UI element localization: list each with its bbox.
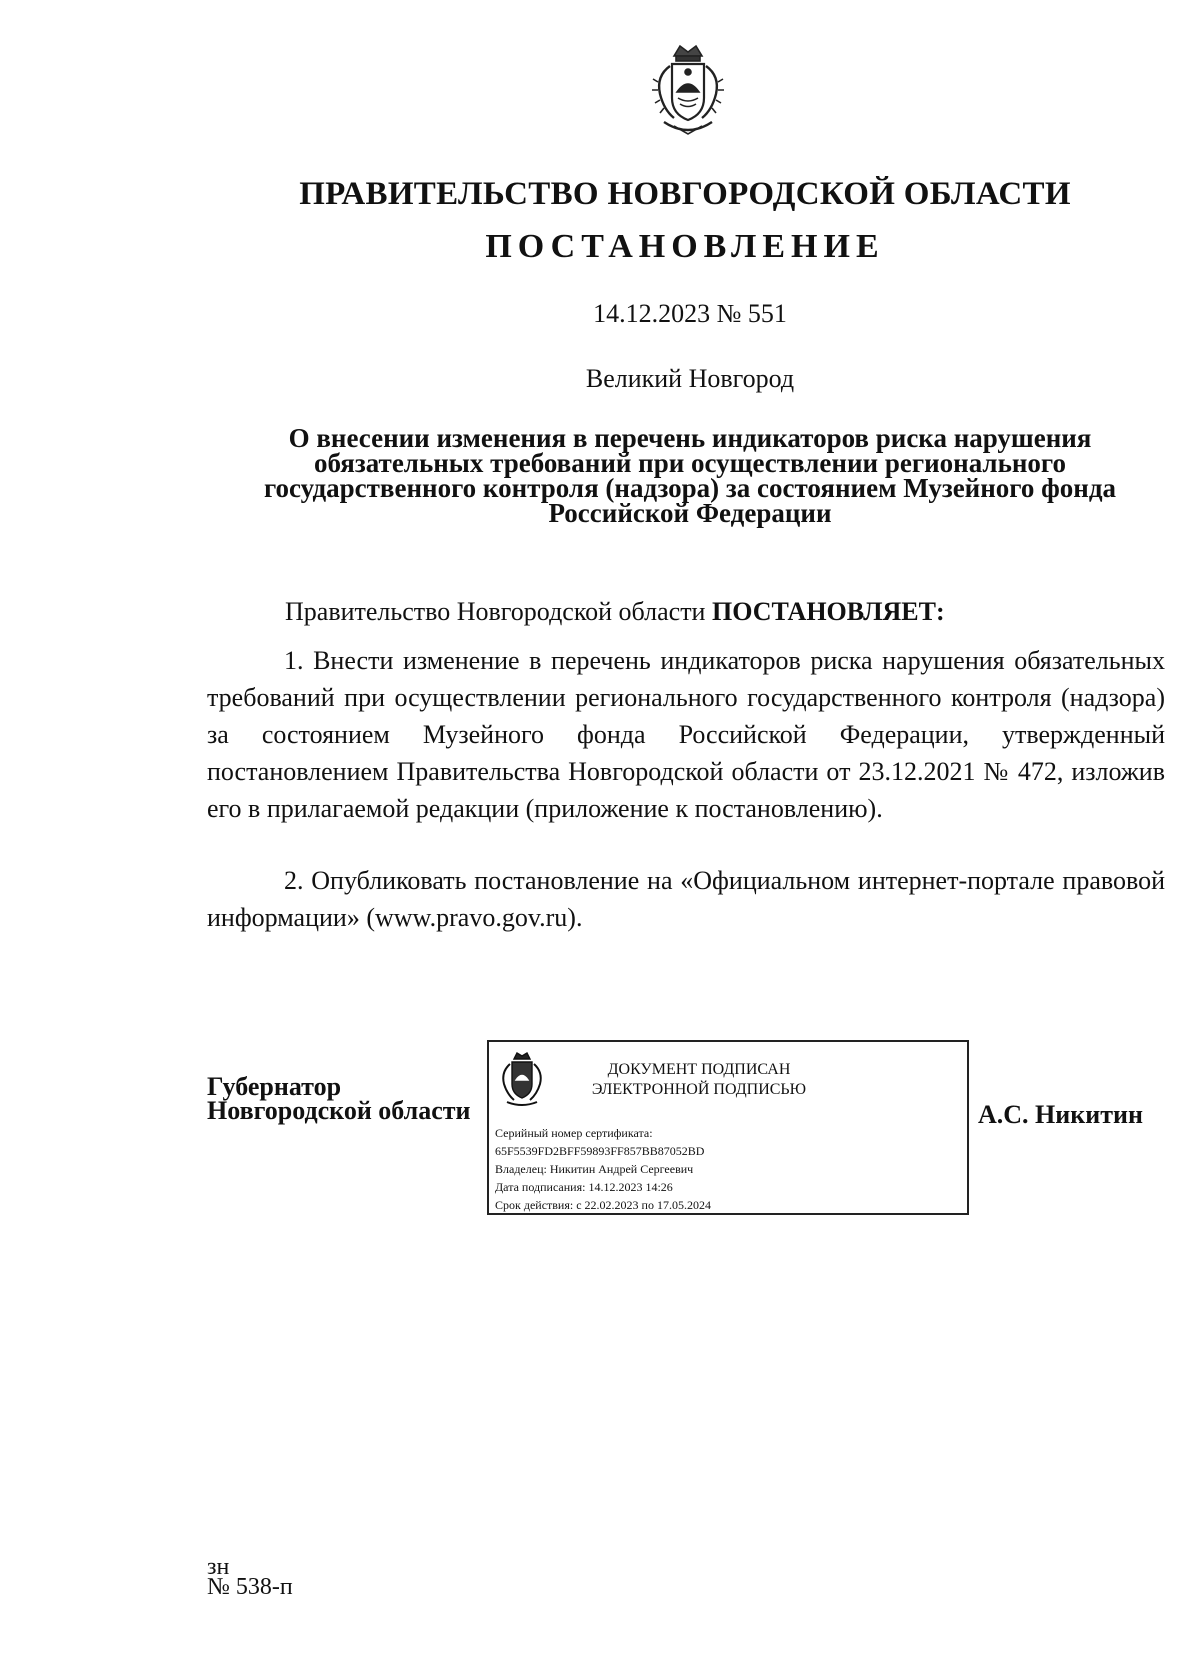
footer-code: № 538-п: [207, 1574, 293, 1600]
decrees-prefix: Правительство Новгородской области: [285, 597, 712, 626]
stamp-emblem-icon: [497, 1050, 547, 1108]
stamp-signed-date: Дата подписания: 14.12.2023 14:26: [495, 1180, 673, 1194]
signer-position-line-2: Новгородской области: [207, 1096, 471, 1125]
stamp-cert-number: 65F5539FD2BFF59893FF857BB87052BD: [495, 1144, 705, 1158]
stamp-cert-label: Серийный номер сертификата:: [495, 1126, 653, 1140]
document-type: ПОСТАНОВЛЕНИЕ: [485, 228, 885, 265]
signer-name: А.С. Никитин: [978, 1100, 1143, 1129]
document-date-number: 14.12.2023 № 551: [593, 299, 787, 328]
stamp-validity: Срок действия: с 22.02.2023 по 17.05.2024: [495, 1198, 711, 1212]
paragraph-1: 1. Внести изменение в перечень индикаторов риска нарушения обязательных требований при осуществлении регионального государственного контроля (надзора) за состоянием Музейного фонда Российской Федерации, утвержденный постановлением Правительства Новгородской области от 23.12.2021 № 472, изложив его в прилагаемой редакции (приложение к постановлению).: [207, 646, 1165, 823]
electronic-signature-stamp: [487, 1040, 969, 1215]
stamp-owner: Владелец: Никитин Андрей Сергеевич: [495, 1162, 694, 1176]
decrees-word: ПОСТАНОВЛЯЕТ:: [711, 597, 945, 626]
stamp-details: [495, 1124, 711, 1214]
stamp-heading: [569, 1060, 829, 1100]
coat-of-arms-emblem-icon: [644, 42, 732, 142]
paragraph-2: 2. Опубликовать постановление на «Официальном интернет-портале правовой информации» (www.pravo.gov.ru).: [207, 866, 1165, 932]
document-subject: О внесении изменения в перечень индикаторов риска нарушения обязательных требований при осуществлении регионального государственного контроля (надзора) за состоянием Музейного фонда Российской Федерации: [263, 423, 1117, 528]
government-title: ПРАВИТЕЛЬСТВО НОВГОРОДСКОЙ ОБЛАСТИ: [299, 176, 1071, 212]
stamp-heading-line-2: ЭЛЕКТРОННОЙ ПОДПИСЬЮ: [591, 1081, 807, 1098]
stamp-heading-line-1: ДОКУМЕНТ ПОДПИСАН: [607, 1061, 791, 1078]
footer-registration: [207, 1554, 293, 1600]
footer-initials: зн: [207, 1554, 230, 1580]
signer-position: [207, 1072, 471, 1125]
decrees-line: [285, 593, 1200, 630]
document-city: Великий Новгород: [585, 364, 795, 393]
signer-position-line-1: Губернатор: [207, 1072, 342, 1101]
